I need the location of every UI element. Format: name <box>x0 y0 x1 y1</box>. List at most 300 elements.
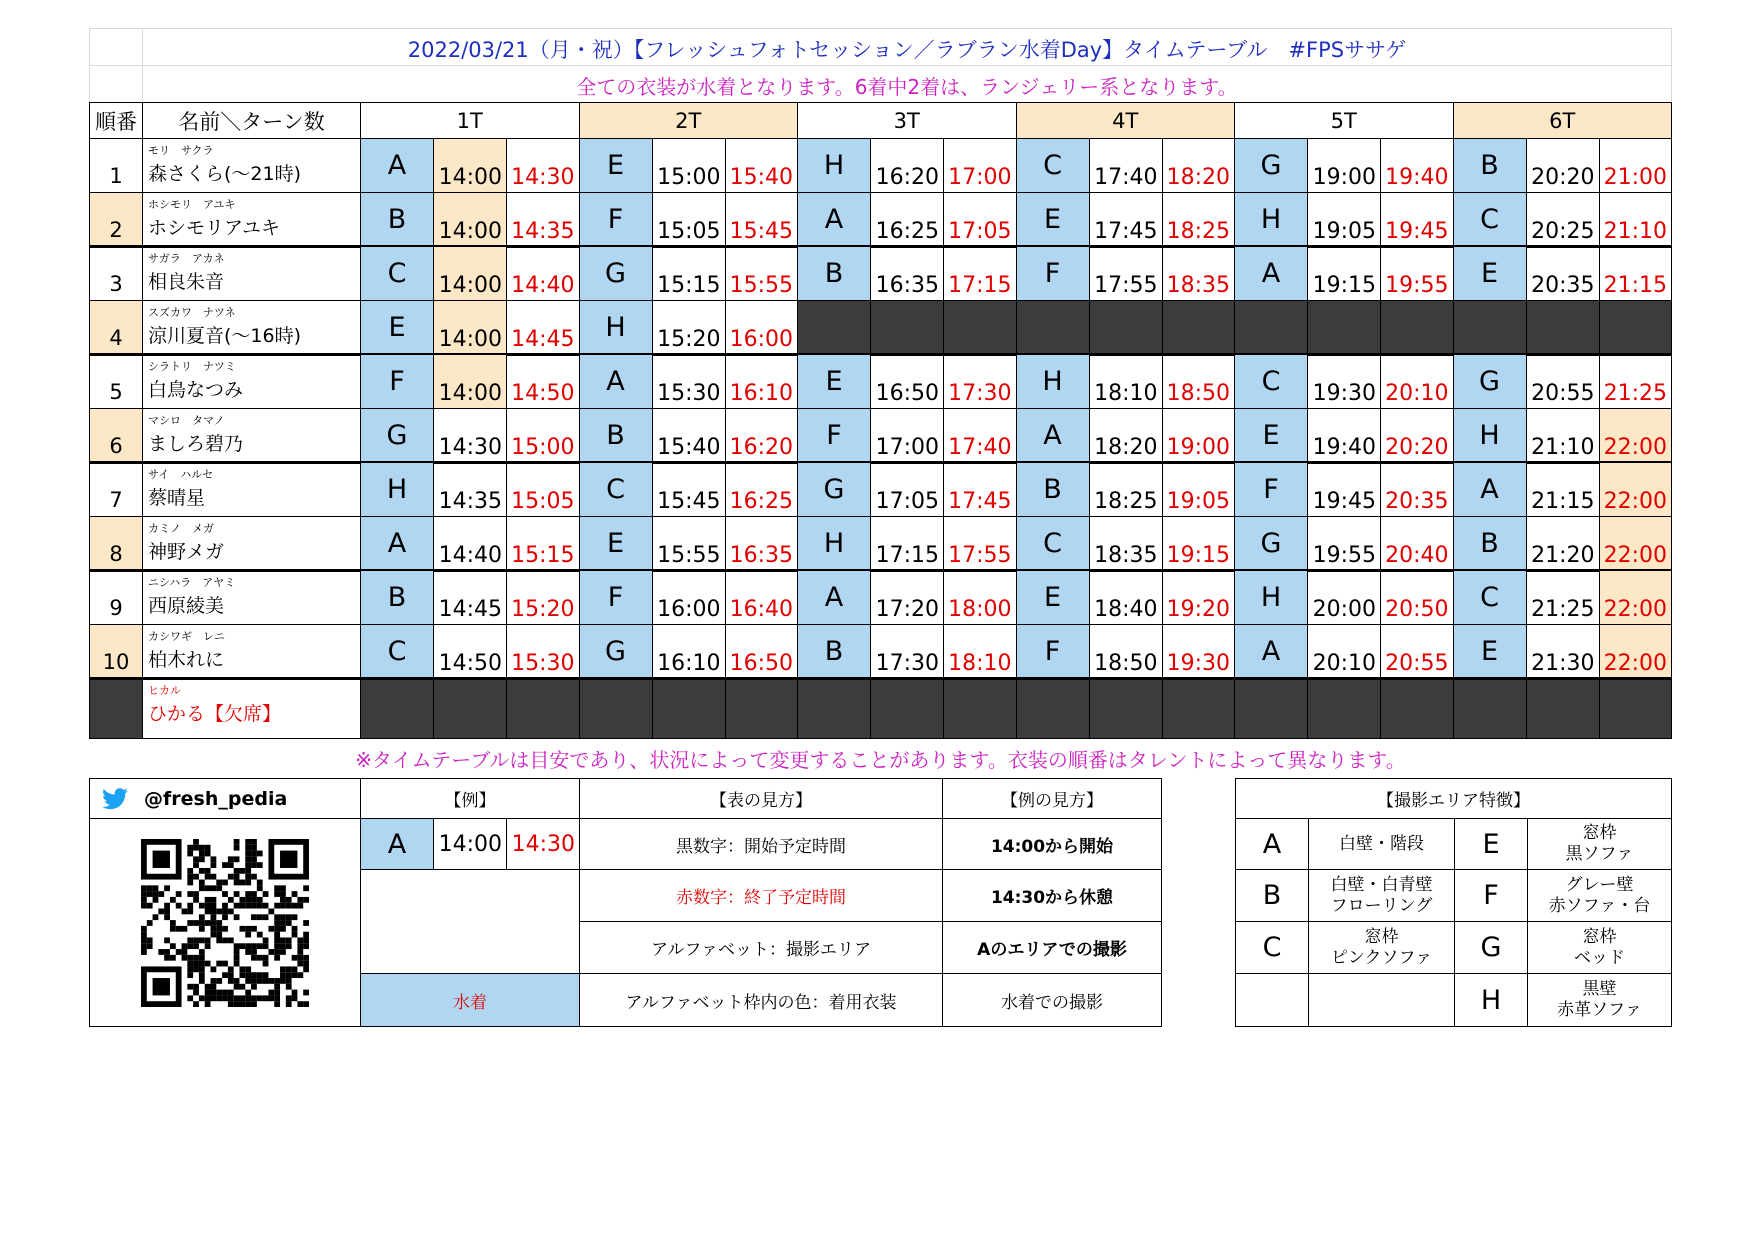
area-letter: H <box>797 516 871 571</box>
end-time: 17:00 <box>943 138 1017 193</box>
end-time: 17:30 <box>943 354 1017 409</box>
end-time: 20:35 <box>1380 462 1454 517</box>
empty-slot <box>1453 300 1527 355</box>
howto-example: 14:30から休憩 <box>942 869 1162 922</box>
area-description-line: ベッド <box>1574 947 1625 968</box>
empty-slot <box>1599 678 1673 739</box>
start-time: 14:00 <box>433 246 507 301</box>
area-description-line: 窓枠 <box>1582 926 1617 947</box>
start-time: 17:05 <box>870 462 944 517</box>
area-letter: G <box>1454 921 1528 974</box>
end-time: 16:10 <box>725 354 799 409</box>
end-time: 19:40 <box>1380 138 1454 193</box>
row-number: 4 <box>89 300 143 355</box>
end-time: 20:10 <box>1380 354 1454 409</box>
empty-slot <box>1380 678 1454 739</box>
area-letter: F <box>579 192 653 247</box>
area-description-line: 窓枠 <box>1582 823 1617 843</box>
start-time: 19:30 <box>1307 354 1381 409</box>
talent-name-cell <box>142 516 361 571</box>
end-time: 19:30 <box>1162 624 1236 679</box>
end-time: 21:15 <box>1599 246 1673 301</box>
empty-slot <box>1526 678 1600 739</box>
talent-name-cell <box>142 408 361 463</box>
area-letter: C <box>1453 570 1527 625</box>
talent-name: 森さくら(～21時) <box>148 163 302 185</box>
area-description-line: グレー壁 <box>1565 874 1634 895</box>
example-end-time: 14:30 <box>506 818 580 870</box>
howto-example: 水着での撮影 <box>942 973 1162 1027</box>
empty-slot <box>797 678 871 739</box>
area-letter: C <box>1016 516 1090 571</box>
area-letter: H <box>1454 973 1528 1027</box>
start-time: 15:00 <box>652 138 726 193</box>
area-description <box>1527 818 1672 870</box>
area-letter: G <box>1234 138 1308 193</box>
area-letter: G <box>579 624 653 679</box>
end-time: 17:55 <box>943 516 1017 571</box>
talent-name: 神野メガ <box>148 541 225 563</box>
talent-name-cell <box>142 570 361 625</box>
area-letter: A <box>1234 624 1308 679</box>
empty-slot <box>943 678 1017 739</box>
area-letter: B <box>1453 138 1527 193</box>
example-howto-header: 【例の見方】 <box>942 778 1162 819</box>
talent-name-cell <box>142 354 361 409</box>
area-empty <box>1235 973 1309 1027</box>
area-letter: C <box>1235 921 1309 974</box>
end-time: 17:40 <box>943 408 1017 463</box>
end-time: 16:00 <box>725 300 799 355</box>
start-time: 16:00 <box>652 570 726 625</box>
area-letter: F <box>1454 869 1528 922</box>
area-description-line: 赤ソファ・台 <box>1548 895 1651 916</box>
area-letter: G <box>1234 516 1308 571</box>
end-time: 18:10 <box>943 624 1017 679</box>
qr-code-icon[interactable] <box>141 839 309 1007</box>
talent-name: ひかる【欠席】 <box>148 703 282 725</box>
start-time: 20:00 <box>1307 570 1381 625</box>
start-time: 14:45 <box>433 570 507 625</box>
start-time: 14:30 <box>433 408 507 463</box>
howto-example: Aのエリアでの撮影 <box>942 921 1162 974</box>
row-number: 6 <box>89 408 143 463</box>
area-letter: E <box>360 300 434 355</box>
end-time: 19:15 <box>1162 516 1236 571</box>
turn-header-2: 2T <box>579 102 799 139</box>
end-time: 15:20 <box>506 570 580 625</box>
example-header: 【例】 <box>360 778 580 819</box>
area-letter: G <box>1453 354 1527 409</box>
qr-cell <box>89 818 361 1027</box>
area-letter: E <box>1453 624 1527 679</box>
swimsuit-color-sample: 水着 <box>360 973 580 1027</box>
start-time: 20:20 <box>1526 138 1600 193</box>
start-time: 18:10 <box>1089 354 1163 409</box>
page-title: 2022/03/21（月・祝）【フレッシュフォトセッション／ラブラン水着Day】タイムテーブル #FPSササゲ <box>407 38 1407 62</box>
end-time: 18:00 <box>943 570 1017 625</box>
area-letter: B <box>360 192 434 247</box>
example-area-letter: A <box>360 818 434 870</box>
area-letter: E <box>1454 818 1528 870</box>
area-letter: B <box>1016 462 1090 517</box>
group-divider <box>89 677 1672 680</box>
area-letter: E <box>797 354 871 409</box>
talent-kana: サガラ アカネ <box>148 252 225 265</box>
area-letter: F <box>1234 462 1308 517</box>
area-letter: H <box>1234 192 1308 247</box>
turn-header-4: 4T <box>1016 102 1236 139</box>
howto-header: 【表の見方】 <box>579 778 943 819</box>
end-time: 19:00 <box>1162 408 1236 463</box>
area-letter: F <box>797 408 871 463</box>
start-time: 19:05 <box>1307 192 1381 247</box>
swimsuit-notice: 全ての衣装が水着となります。6着中2着は、ランジェリー系となります。 <box>576 75 1238 99</box>
end-time: 22:00 <box>1599 624 1673 679</box>
order-header: 順番 <box>89 102 143 139</box>
end-time: 20:55 <box>1380 624 1454 679</box>
area-description-line: 黒ソファ <box>1565 844 1634 864</box>
start-time: 21:20 <box>1526 516 1600 571</box>
area-letter: A <box>1453 462 1527 517</box>
area-letter: E <box>1016 192 1090 247</box>
start-time: 18:50 <box>1089 624 1163 679</box>
empty-slot <box>1307 678 1381 739</box>
area-letter: A <box>579 354 653 409</box>
empty-slot <box>1234 300 1308 355</box>
area-letter: C <box>360 246 434 301</box>
area-letter: E <box>1453 246 1527 301</box>
area-letter: E <box>579 138 653 193</box>
area-description-line: 白壁・階段 <box>1339 833 1424 854</box>
start-time: 19:00 <box>1307 138 1381 193</box>
empty-slot <box>1016 300 1090 355</box>
turn-header-6: 6T <box>1453 102 1673 139</box>
end-time: 22:00 <box>1599 462 1673 517</box>
empty-slot <box>1307 300 1381 355</box>
area-letter: H <box>360 462 434 517</box>
start-time: 17:00 <box>870 408 944 463</box>
example-blank <box>360 869 580 974</box>
start-time: 15:45 <box>652 462 726 517</box>
row-number: 2 <box>89 192 143 247</box>
end-time: 14:40 <box>506 246 580 301</box>
start-time: 18:35 <box>1089 516 1163 571</box>
twitter-icon <box>102 788 130 810</box>
area-description <box>1527 973 1672 1027</box>
empty-slot <box>360 678 434 739</box>
area-description <box>1308 818 1455 870</box>
turn-header-5: 5T <box>1234 102 1454 139</box>
talent-name-cell <box>142 300 361 355</box>
end-time: 18:35 <box>1162 246 1236 301</box>
start-time: 17:20 <box>870 570 944 625</box>
area-description-line: ピンクソファ <box>1330 947 1433 968</box>
area-letter: F <box>1016 624 1090 679</box>
talent-name-cell <box>142 624 361 679</box>
start-time: 21:25 <box>1526 570 1600 625</box>
empty-slot <box>1016 678 1090 739</box>
start-time: 18:20 <box>1089 408 1163 463</box>
empty-slot <box>943 300 1017 355</box>
talent-name: ましろ碧乃 <box>148 433 244 455</box>
end-time: 14:35 <box>506 192 580 247</box>
talent-name: 柏木れに <box>148 649 225 671</box>
howto-description: 黒数字：開始予定時間 <box>579 818 943 870</box>
talent-kana: ヒカル <box>148 684 181 697</box>
area-letter: C <box>1016 138 1090 193</box>
empty-slot <box>1162 678 1236 739</box>
end-time: 19:20 <box>1162 570 1236 625</box>
start-time: 17:40 <box>1089 138 1163 193</box>
talent-name: 白鳥なつみ <box>148 379 244 401</box>
start-time: 15:40 <box>652 408 726 463</box>
talent-kana: カシワギ レニ <box>148 630 225 643</box>
start-time: 19:45 <box>1307 462 1381 517</box>
start-time: 14:00 <box>433 354 507 409</box>
area-letter: B <box>1235 869 1309 922</box>
end-time: 15:00 <box>506 408 580 463</box>
empty-slot <box>652 678 726 739</box>
start-time: 16:10 <box>652 624 726 679</box>
area-letter: G <box>579 246 653 301</box>
empty-slot <box>870 300 944 355</box>
empty-slot <box>1599 300 1673 355</box>
start-time: 19:55 <box>1307 516 1381 571</box>
end-time: 22:00 <box>1599 570 1673 625</box>
area-letter: A <box>1016 408 1090 463</box>
end-time: 22:00 <box>1599 516 1673 571</box>
area-letter: B <box>797 624 871 679</box>
end-time: 15:05 <box>506 462 580 517</box>
start-time: 16:25 <box>870 192 944 247</box>
start-time: 14:35 <box>433 462 507 517</box>
area-description <box>1308 869 1455 922</box>
start-time: 16:35 <box>870 246 944 301</box>
area-letter: B <box>360 570 434 625</box>
area-letter: F <box>360 354 434 409</box>
area-letter: A <box>1235 818 1309 870</box>
end-time: 21:25 <box>1599 354 1673 409</box>
area-letter: A <box>797 570 871 625</box>
end-time: 17:15 <box>943 246 1017 301</box>
talent-name-cell <box>142 462 361 517</box>
row-guide <box>89 65 1672 66</box>
empty-slot <box>870 678 944 739</box>
area-description-line: 赤革ソファ <box>1557 1000 1642 1020</box>
end-time: 20:50 <box>1380 570 1454 625</box>
end-time: 15:40 <box>725 138 799 193</box>
end-time: 18:25 <box>1162 192 1236 247</box>
start-time: 19:40 <box>1307 408 1381 463</box>
twitter-cell <box>89 778 361 819</box>
end-time: 19:55 <box>1380 246 1454 301</box>
start-time: 17:55 <box>1089 246 1163 301</box>
start-time: 21:10 <box>1526 408 1600 463</box>
area-letter: H <box>1016 354 1090 409</box>
area-letter: G <box>797 462 871 517</box>
empty-slot <box>1526 300 1600 355</box>
howto-example: 14:00から開始 <box>942 818 1162 870</box>
empty-slot <box>506 678 580 739</box>
row-number: 1 <box>89 138 143 193</box>
area-description <box>1527 869 1672 922</box>
end-time: 19:05 <box>1162 462 1236 517</box>
area-letter: B <box>797 246 871 301</box>
start-time: 16:50 <box>870 354 944 409</box>
area-empty <box>1308 973 1455 1027</box>
talent-kana: サイ ハルセ <box>148 468 214 481</box>
area-description-line: 窓枠 <box>1364 926 1399 947</box>
end-time: 16:35 <box>725 516 799 571</box>
talent-kana: ホシモリ アユキ <box>148 198 236 211</box>
talent-name: 涼川夏音(～16時) <box>148 325 302 347</box>
start-time: 15:05 <box>652 192 726 247</box>
talent-name: 相良朱音 <box>148 271 225 293</box>
start-time: 15:15 <box>652 246 726 301</box>
start-time: 17:30 <box>870 624 944 679</box>
area-letter: C <box>1453 192 1527 247</box>
area-letter: H <box>797 138 871 193</box>
area-letter: C <box>579 462 653 517</box>
end-time: 17:05 <box>943 192 1017 247</box>
howto-description: アルファベット枠内の色：着用衣装 <box>579 973 943 1027</box>
howto-description: 赤数字：終了予定時間 <box>579 869 943 922</box>
row-number: 9 <box>89 570 143 625</box>
area-letter: C <box>360 624 434 679</box>
area-letter: H <box>1453 408 1527 463</box>
area-letter: H <box>1234 570 1308 625</box>
area-letter: A <box>797 192 871 247</box>
area-letter: A <box>360 138 434 193</box>
empty-slot <box>579 678 653 739</box>
start-time: 19:15 <box>1307 246 1381 301</box>
talent-kana: スズカワ ナツネ <box>148 306 236 319</box>
end-time: 17:45 <box>943 462 1017 517</box>
end-time: 16:25 <box>725 462 799 517</box>
area-letter: A <box>360 516 434 571</box>
row-number: 7 <box>89 462 143 517</box>
end-time: 16:50 <box>725 624 799 679</box>
start-time: 14:50 <box>433 624 507 679</box>
turn-header-3: 3T <box>797 102 1017 139</box>
name-header: 名前＼ターン数 <box>142 102 361 139</box>
empty-slot <box>1089 300 1163 355</box>
row-number: 8 <box>89 516 143 571</box>
example-start-time: 14:00 <box>433 818 507 870</box>
end-time: 15:15 <box>506 516 580 571</box>
area-letter: G <box>360 408 434 463</box>
start-time: 20:10 <box>1307 624 1381 679</box>
talent-name-cell <box>142 192 361 247</box>
area-description <box>1308 921 1455 974</box>
end-time: 16:20 <box>725 408 799 463</box>
empty-slot <box>1380 300 1454 355</box>
end-time: 18:20 <box>1162 138 1236 193</box>
area-letter: H <box>579 300 653 355</box>
start-time: 15:30 <box>652 354 726 409</box>
start-time: 14:00 <box>433 192 507 247</box>
area-description-line: 黒壁 <box>1582 979 1617 999</box>
end-time: 14:50 <box>506 354 580 409</box>
turn-header-1: 1T <box>360 102 580 139</box>
area-letter: E <box>579 516 653 571</box>
area-letter: C <box>1234 354 1308 409</box>
area-description-line: 白壁・白青壁 <box>1330 874 1433 895</box>
start-time: 20:35 <box>1526 246 1600 301</box>
row-number: 5 <box>89 354 143 409</box>
twitter-handle[interactable]: @fresh_pedia <box>144 787 288 810</box>
talent-kana: カミノ メガ <box>148 522 214 535</box>
talent-name: 蔡晴星 <box>148 487 206 509</box>
empty-slot <box>1089 678 1163 739</box>
area-description <box>1527 921 1672 974</box>
empty-slot <box>433 678 507 739</box>
row-number: 3 <box>89 246 143 301</box>
end-time: 15:30 <box>506 624 580 679</box>
start-time: 18:25 <box>1089 462 1163 517</box>
start-time: 16:20 <box>870 138 944 193</box>
top-border <box>89 28 1672 29</box>
start-time: 21:15 <box>1526 462 1600 517</box>
footer-notice: ※タイムテーブルは目安であり、状況によって変更することがあります。衣装の順番はタレントによって異なります。 <box>355 748 1406 772</box>
end-time: 20:20 <box>1380 408 1454 463</box>
talent-kana: モリ サクラ <box>148 144 214 157</box>
start-time: 17:45 <box>1089 192 1163 247</box>
end-time: 14:45 <box>506 300 580 355</box>
row-number: 10 <box>89 624 143 679</box>
empty-slot <box>1162 300 1236 355</box>
talent-kana: ニシハラ アヤミ <box>148 576 236 589</box>
empty-slot <box>797 300 871 355</box>
talent-kana: シラトリ ナツミ <box>148 360 236 373</box>
end-time: 19:45 <box>1380 192 1454 247</box>
area-description-line: フローリング <box>1330 895 1433 916</box>
end-time: 20:40 <box>1380 516 1454 571</box>
end-time: 21:00 <box>1599 138 1673 193</box>
end-time: 22:00 <box>1599 408 1673 463</box>
area-letter: F <box>1016 246 1090 301</box>
empty-slot <box>1234 678 1308 739</box>
area-letter: B <box>579 408 653 463</box>
area-letter: E <box>1234 408 1308 463</box>
start-time: 20:55 <box>1526 354 1600 409</box>
area-letter: B <box>1453 516 1527 571</box>
row-number <box>89 678 143 739</box>
end-time: 15:45 <box>725 192 799 247</box>
talent-name-cell <box>142 678 361 739</box>
area-letter: A <box>1234 246 1308 301</box>
talent-name-cell <box>142 246 361 301</box>
talent-kana: マシロ タマノ <box>148 414 225 427</box>
empty-slot <box>1453 678 1527 739</box>
howto-description: アルファベット：撮影エリア <box>579 921 943 974</box>
start-time: 14:00 <box>433 138 507 193</box>
start-time: 15:55 <box>652 516 726 571</box>
area-letter: F <box>579 570 653 625</box>
empty-slot <box>725 678 799 739</box>
talent-name: ホシモリアユキ <box>148 217 281 239</box>
end-time: 14:30 <box>506 138 580 193</box>
start-time: 15:20 <box>652 300 726 355</box>
end-time: 16:40 <box>725 570 799 625</box>
area-features-header: 【撮影エリア特徴】 <box>1235 778 1672 819</box>
start-time: 20:25 <box>1526 192 1600 247</box>
start-time: 14:00 <box>433 300 507 355</box>
talent-name: 西原綾美 <box>148 595 225 617</box>
start-time: 14:40 <box>433 516 507 571</box>
end-time: 15:55 <box>725 246 799 301</box>
